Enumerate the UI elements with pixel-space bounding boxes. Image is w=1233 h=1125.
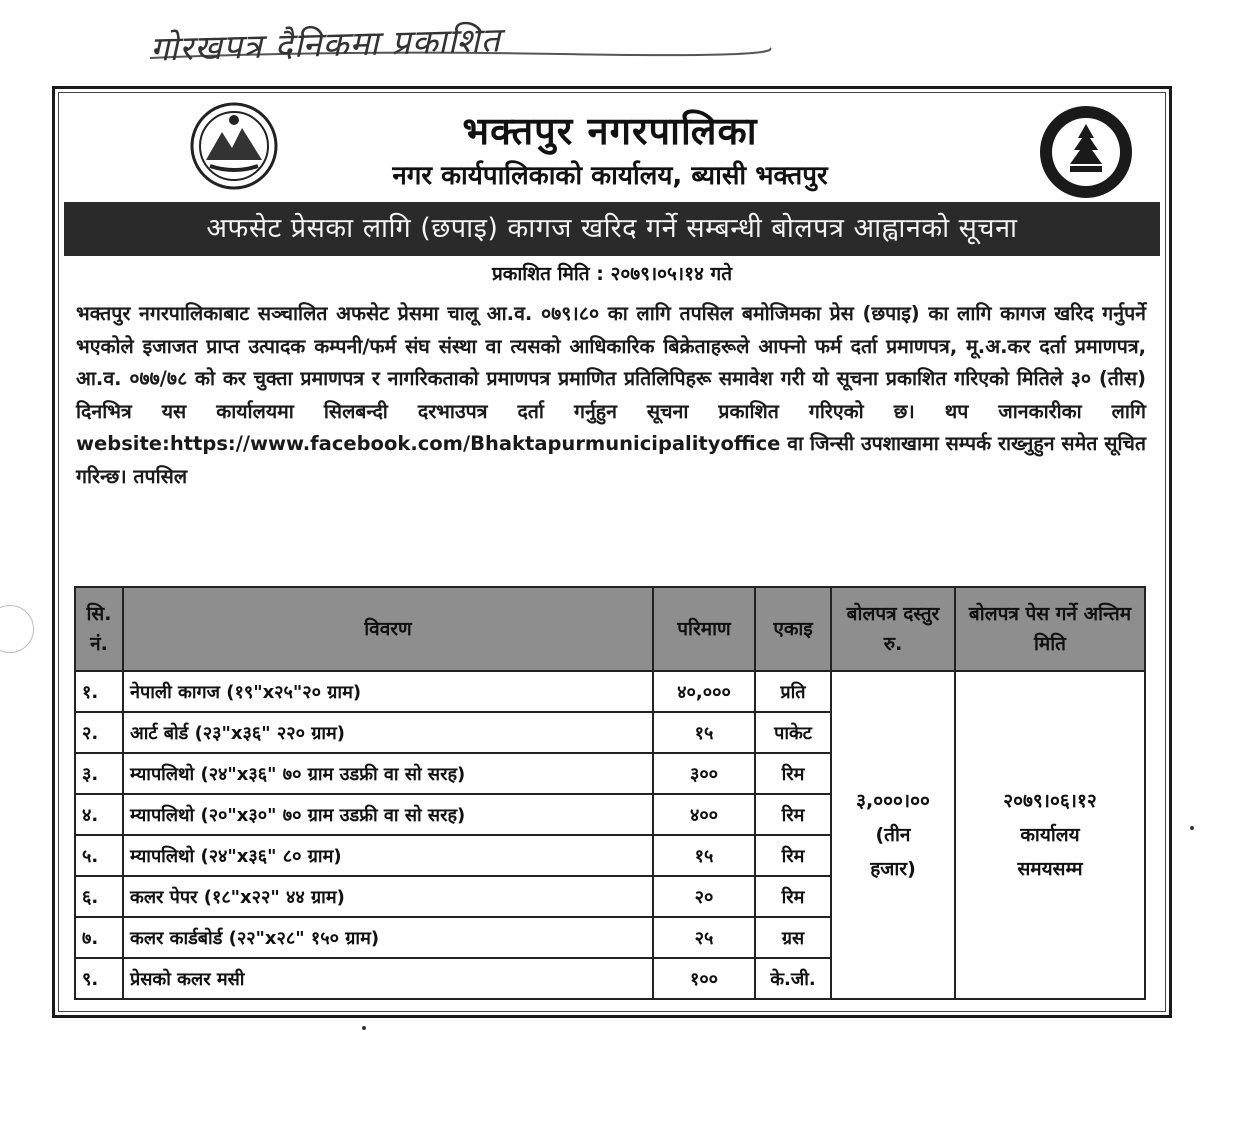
page-subtitle: नगर कार्यपालिकाको कार्यालय, ब्यासी भक्तपुर (392, 161, 828, 191)
cell-unit: के.जी. (755, 958, 831, 999)
cell-sn: ९. (75, 958, 123, 999)
cell-unit: रिम (755, 835, 831, 876)
cell-quantity: १५ (653, 712, 755, 753)
header-bid-fee: बोलपत्र दस्तुर रु. (831, 587, 955, 671)
notice-body: भक्तपुर नगरपालिकाबाट सञ्चालित अफसेट प्रेसमा चालू आ.व. ०७९।८० का लागि तपसिल बमोजिमका प्रेस (छपाइ) का लागि कागज खरिद गर्नुपर्ने भएकोले इजाजत प्राप्त उत्पादक कम्पनी/फर्म संघ संस्था वा त्यसको आधिकारिक बिक्रेताहरूले आफ्नो फर्म दर्ता प्रमाणपत्र, मू.अ.कर दर्ता प्रमाणपत्र, आ.व. ०७७/७८ को कर चुक्ता प्रमाणपत्र र नागरिकताको प्रमाणपत्र प्रमाणित प्रतिलिपिहरू समावेश गरी यो सूचना प्रकाशित गरिएको मितिले ३० (तीस) दिनभित्र यस कार्यालयमा सिलबन्दी दरभाउपत्र दर्ता गर्नुहुन सूचना प्रकाशित गरिएको छ। थप जानकारीका लागि website:https://www.facebook.com/Bhaktapurmunicipalityoffice वा जिन्सी उपशाखामा सम्पर्क राख्नुहुन समेत सूचित गरिन्छ। तपसिल (76, 302, 1146, 488)
cell-description: म्यापलिथो (२४"x३६" ७० ग्राम उडफ्री वा सो सरह) (123, 753, 653, 794)
cell-sn: १. (75, 671, 123, 712)
cell-bid-fee (831, 671, 955, 999)
cell-sn: २. (75, 712, 123, 753)
cell-sn: ७. (75, 917, 123, 958)
nepal-emblem-icon (188, 100, 280, 192)
page-title: भक्तपुर नगरपालिका (462, 109, 758, 153)
handwritten-note (140, 10, 780, 82)
deadline-date: २०७९।०६।१२ (1003, 790, 1097, 812)
cell-unit: रिम (755, 753, 831, 794)
cell-description: म्यापलिथो (२०"x३०" ७० ग्राम उडफ्री वा सो सरह) (123, 794, 653, 835)
bid-fee-words-1: (तीन (875, 824, 911, 846)
cell-unit: रिम (755, 876, 831, 917)
cell-quantity: ४०० (653, 794, 755, 835)
table-header-row (75, 587, 1145, 671)
publication-date: प्रकाशित मिति : २०७९।०५।१४ गते (491, 263, 733, 285)
cell-quantity: २० (653, 876, 755, 917)
cell-unit: रिम (755, 794, 831, 835)
cell-quantity: १५ (653, 835, 755, 876)
cell-description: कलर पेपर (१८"x२२" ४४ ग्राम) (123, 876, 653, 917)
cell-sn: ४. (75, 794, 123, 835)
deadline-line-3: समयसम्म (1017, 858, 1083, 880)
table-row (75, 671, 1145, 712)
punch-hole (0, 605, 34, 653)
cell-sn: ६. (75, 876, 123, 917)
header-unit: एकाइ (755, 587, 831, 671)
scan-speck (362, 1026, 366, 1030)
cell-description: म्यापलिथो (२४"x३६" ८० ग्राम) (123, 835, 653, 876)
cell-description: कलर कार्डबोर्ड (२२"x२८" १५० ग्राम) (123, 917, 653, 958)
cell-quantity: २५ (653, 917, 755, 958)
deadline-line-2: कार्यालय (1020, 824, 1080, 846)
cell-sn: ३. (75, 753, 123, 794)
cell-quantity: ४०,००० (653, 671, 755, 712)
cell-quantity: ३०० (653, 753, 755, 794)
municipality-logo-icon (1036, 102, 1136, 202)
cell-unit: ग्रस (755, 917, 831, 958)
bid-fee-amount: ३,०००।०० (856, 790, 930, 812)
items-table (74, 586, 1146, 1000)
bid-fee-words-2: हजार) (870, 858, 916, 880)
cell-unit: प्रति (755, 671, 831, 712)
cell-description: नेपाली कागज (१९"x२५"२० ग्राम) (123, 671, 653, 712)
cell-quantity: १०० (653, 958, 755, 999)
cell-description: प्रेसको कलर मसी (123, 958, 653, 999)
header-sn: सि. नं. (75, 587, 123, 671)
header-description: विवरण (123, 587, 653, 671)
cell-sn: ५. (75, 835, 123, 876)
header-quantity: परिमाण (653, 587, 755, 671)
scan-speck (1190, 826, 1194, 830)
header-deadline: बोलपत्र पेस गर्ने अन्तिम मिति (955, 587, 1145, 671)
notice-banner: अफसेट प्रेसका लागि (छपाइ) कागज खरिद गर्ने सम्बन्धी बोलपत्र आह्वानको सूचना (64, 202, 1160, 256)
cell-deadline (955, 671, 1145, 999)
cell-description: आर्ट बोर्ड (२३"x३६" २२० ग्राम) (123, 712, 653, 753)
cell-unit: पाकेट (755, 712, 831, 753)
handwritten-note-text: गोरखपत्र दैनिकमा प्रकाशित (149, 20, 502, 70)
